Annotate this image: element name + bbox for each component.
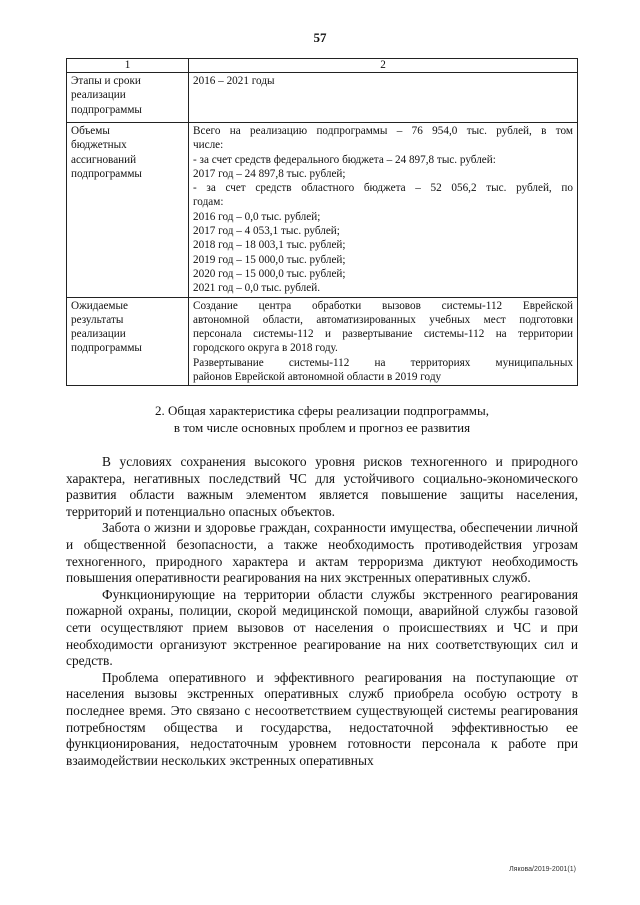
table-header-col1: 1 xyxy=(67,59,189,73)
content-line: Создание центра обработки вызовов системы-112 Еврейской xyxy=(193,299,573,312)
content-line: автономной области, автоматизированных учебных мест подготовки xyxy=(193,313,573,326)
paragraph: Функционирующие на территории области службы экстренного реагирования пожарной охраны, полиции, скорой медицинской помощи, аварийной службы газовой сети осуществляют прием вызовов от населения о происшествиях и ЧС и при необходимости организуют экстренное реагирование на них соответствующих сил и средств. xyxy=(66,586,578,669)
label-line: подпрограммы xyxy=(71,103,142,116)
content-line: - за счет средств областного бюджета – 52 056,2 тыс. рублей, по xyxy=(193,182,573,195)
content-line: 2016 – 2021 годы xyxy=(193,75,275,87)
paragraph: В условиях сохранения высокого уровня рисков техногенного и природного характера, негативных последствий ЧС для устойчивого социально-экономического развития области важным элементом является повышение защиты населения, территорий и потенциально опасных объектов. xyxy=(66,454,578,519)
table-row-content xyxy=(189,297,578,386)
table-row-content xyxy=(189,73,578,123)
label-line: Ожидаемые xyxy=(71,299,128,312)
table-header-row xyxy=(67,59,578,73)
label-line: ассигнований xyxy=(71,153,137,166)
subprogram-passport-table xyxy=(66,58,578,386)
content-line: 2021 год – 0,0 тыс. рублей. xyxy=(193,282,321,295)
content-line: Развертывание системы-112 на территориях муниципальных xyxy=(193,356,573,369)
content-line: годам: xyxy=(193,196,224,209)
table-header-col2: 2 xyxy=(189,59,578,73)
label-line: Объемы xyxy=(71,125,110,137)
content-line: - за счет средств федерального бюджета – 24 897,8 тыс. рублей: xyxy=(193,153,496,166)
label-line: результаты xyxy=(71,313,124,326)
content-line: 2016 год – 0,0 тыс. рублей; xyxy=(193,210,321,223)
label-line: бюджетных xyxy=(71,139,127,152)
content-line: городского округа в 2018 году. xyxy=(193,342,338,355)
section-title-line: в том числе основных проблем и прогноз ее развития xyxy=(173,420,471,435)
table-row-results xyxy=(67,297,578,386)
content-line: персонала системы-112 и развертывание системы-112 на территории xyxy=(193,328,573,341)
table-row-content xyxy=(189,123,578,298)
content-line: 2017 год – 4 053,1 тыс. рублей; xyxy=(193,225,340,238)
table-row-budget xyxy=(67,123,578,298)
table-row-stages xyxy=(67,73,578,123)
paragraph: Проблема оперативного и эффективного реагирования на поступающие от населения вызовы экстренных оперативных служб приобрела особую остроту в последнее время. Это связано с несоответствием существующей системы реагирования потребностям общества и государства, недостаточной эффективностью ее функционирования, недостаточным уровнем готовности персонала к работе при взаимодействии нескольких экстренных оперативных xyxy=(66,669,578,768)
section-title-line: 2. Общая характеристика сферы реализации подпрограммы, xyxy=(154,403,490,418)
table-row-label xyxy=(67,73,189,123)
content-line: 2019 год – 15 000,0 тыс. рублей; xyxy=(193,253,346,266)
content-line: 2018 год – 18 003,1 тыс. рублей; xyxy=(193,239,346,252)
label-line: реализации xyxy=(71,89,126,102)
table-row-label xyxy=(67,297,189,386)
table-row-label xyxy=(67,123,189,298)
document-code: Лякова/2019-2001(1) xyxy=(509,866,576,873)
body-text xyxy=(66,454,578,769)
section-title xyxy=(66,402,578,436)
content-line: числе: xyxy=(193,139,224,152)
label-line: подпрограммы xyxy=(71,167,142,180)
label-line: подпрограммы xyxy=(71,342,142,355)
content-line: 2020 год – 15 000,0 тыс. рублей; xyxy=(193,267,346,280)
label-line: Этапы и сроки xyxy=(71,75,141,87)
content-line: Всего на реализацию подпрограммы – 76 954,0 тыс. рублей, в том xyxy=(193,125,573,137)
label-line: реализации xyxy=(71,328,126,341)
content-line: 2017 год – 24 897,8 тыс. рублей; xyxy=(193,167,346,180)
content-line: районов Еврейской автономной области в 2019 году xyxy=(193,371,442,384)
page-number: 57 xyxy=(313,30,327,45)
paragraph: Забота о жизни и здоровье граждан, сохранности имущества, обеспечении личной и общественной безопасности, а также необходимость противодействия угрозам техногенного, природного характера и актам терроризма диктуют необходимость повышения оперативности реагирования на них экстренных оперативных служб. xyxy=(66,520,578,586)
